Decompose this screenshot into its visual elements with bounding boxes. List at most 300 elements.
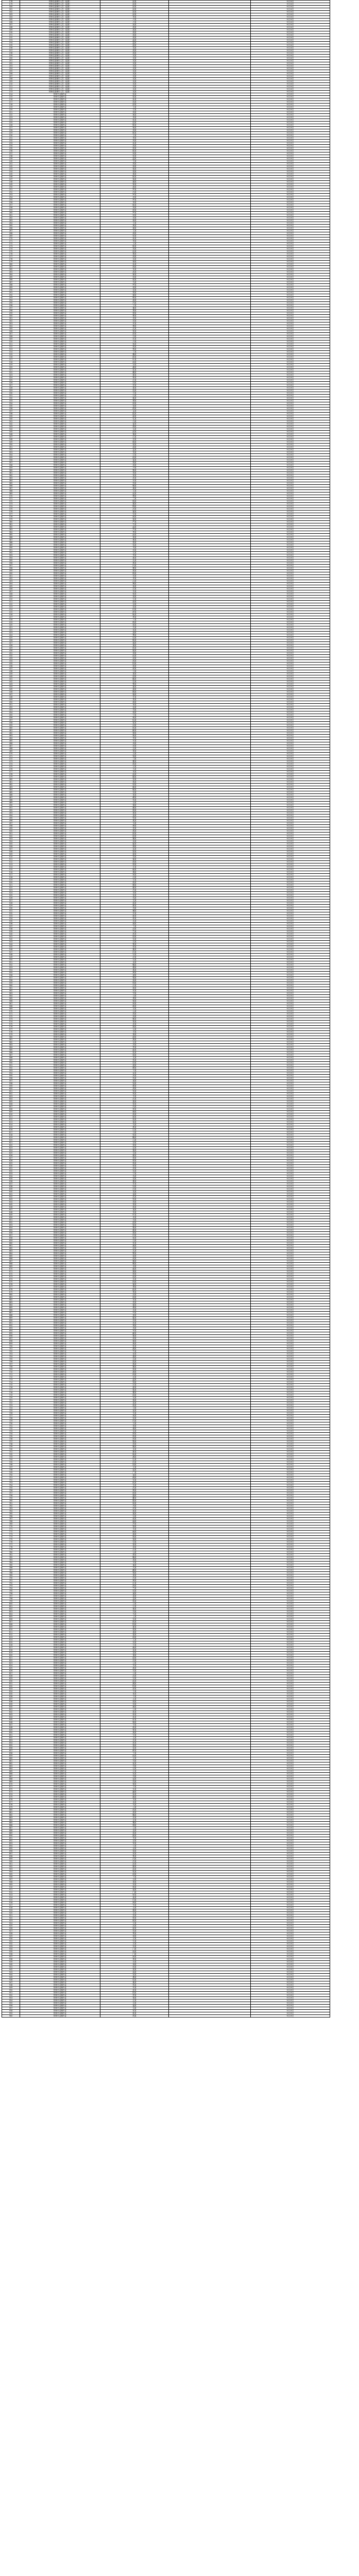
row-number-cell: 844	[2, 1716, 20, 1719]
item-name-cell: 特种作业操作证	[20, 1556, 100, 1559]
person-name-cell: 利某	[100, 1489, 169, 1492]
item-name-cell: 特种作业操作证	[20, 415, 100, 418]
item-name-cell: 特种作业操作证	[20, 1121, 100, 1124]
item-name-cell: 特种作业操作证	[20, 959, 100, 961]
row-number-cell: 592	[2, 1067, 20, 1070]
item-name-cell: 特种作业操作证	[20, 639, 100, 642]
item-name-cell: 特种作业操作证	[20, 1572, 100, 1574]
row-number-cell: 324	[2, 377, 20, 379]
item-name-cell: 特种作业操作证	[20, 1484, 100, 1487]
item-name-cell: 特种作业操作证	[20, 1598, 100, 1600]
person-name-cell: 籍某	[100, 1260, 169, 1263]
item-name-cell: 特种作业操作证	[20, 732, 100, 735]
row-number-cell: 202	[2, 62, 20, 65]
item-name-cell: 特种作业操作证	[20, 511, 100, 513]
person-name-cell: 壤某	[100, 1822, 169, 1824]
row-number-cell: 717	[2, 1389, 20, 1392]
date-cell: 9月25日	[251, 1881, 330, 1884]
row-number-cell: 945	[2, 1976, 20, 1979]
person-name-cell: 阳某	[100, 1685, 169, 1688]
person-name-cell: 湛某	[100, 1036, 169, 1039]
item-name-cell: 特种作业操作证	[20, 1495, 100, 1497]
date-cell: 9月25日	[251, 1572, 330, 1574]
person-name-cell: 贲某	[100, 1075, 169, 1077]
date-cell: 9月25日	[251, 1131, 330, 1134]
item-name-cell: 特种作业操作证	[20, 387, 100, 389]
item-name-cell: 特种作业操作证	[20, 1544, 100, 1546]
person-name-cell: 钮某	[100, 1082, 169, 1085]
date-cell: 9月25日	[251, 1477, 330, 1479]
person-name-cell: 秋某	[100, 1162, 169, 1165]
row-number-cell: 939	[2, 1961, 20, 1963]
row-number-cell: 610	[2, 1113, 20, 1116]
person-name-cell: 路某	[100, 621, 169, 624]
person-name-cell: 全某	[100, 1152, 169, 1155]
item-name-cell: 特种作业操作证	[20, 119, 100, 122]
person-name-cell: 汤某	[100, 464, 169, 467]
person-name-cell: 刘某	[100, 1201, 169, 1204]
item-name-cell: 特种作业操作证	[20, 887, 100, 889]
row-number-cell: 384	[2, 531, 20, 534]
item-name-cell: 特种作业操作证	[20, 1765, 100, 1768]
person-name-cell: 蒋某	[100, 343, 169, 346]
date-cell: 9月25日	[251, 1981, 330, 1984]
date-cell: 9月25日	[251, 670, 330, 673]
date-cell: 9月25日	[251, 312, 330, 315]
date-cell: 9月25日	[251, 163, 330, 165]
date-cell: 9月25日	[251, 449, 330, 451]
row-number-cell: 256	[2, 201, 20, 204]
person-name-cell: 赏某	[100, 1969, 169, 1971]
person-name-cell: 耿某	[100, 1453, 169, 1456]
item-name-cell: 特种作业操作证	[20, 98, 100, 101]
row-number-cell: 702	[2, 1350, 20, 1353]
person-name-cell: 羊某	[100, 1904, 169, 1907]
item-name-cell: 特种作业操作证	[20, 168, 100, 171]
person-name-cell: 邴某	[100, 1116, 169, 1118]
row-number-cell: 395	[2, 560, 20, 562]
item-name-cell: 特种作业操作证	[20, 534, 100, 536]
row-number-cell: 483	[2, 786, 20, 789]
date-cell: 9月25日	[251, 1224, 330, 1227]
date-cell: 9月25日	[251, 1513, 330, 1515]
date-cell: 9月25日	[251, 1082, 330, 1085]
item-name-cell: 特种作业操作证	[20, 201, 100, 204]
item-name-cell: 特种作业操作证	[20, 361, 100, 364]
item-name-cell: 特种作业操作证	[20, 717, 100, 719]
date-cell: 9月25日	[251, 1376, 330, 1379]
row-number-cell: 259	[2, 209, 20, 212]
date-cell: 9月25日	[251, 1155, 330, 1157]
date-cell: 9月25日	[251, 1353, 330, 1355]
date-cell: 9月25日	[251, 1886, 330, 1889]
item-name-cell: 特种作业操作证	[20, 1920, 100, 1922]
row-number-cell: 766	[2, 1515, 20, 1518]
item-name-cell: 特种作业操作证	[20, 353, 100, 356]
item-name-cell: 特种作业操作证	[20, 1871, 100, 1873]
date-cell: 9月25日	[251, 529, 330, 531]
item-name-cell: 特种作业操作证	[20, 1059, 100, 1062]
date-cell: 9月25日	[251, 1291, 330, 1294]
item-name-cell: 特种作业操作证	[20, 925, 100, 928]
date-cell: 9月25日	[251, 1840, 330, 1842]
row-number-cell: 474	[2, 763, 20, 766]
row-number-cell: 196	[2, 47, 20, 49]
person-name-cell: 人某	[100, 1639, 169, 1641]
item-name-cell: 特种作业操作证	[20, 1902, 100, 1904]
row-number-cell: 453	[2, 709, 20, 711]
person-name-cell: 乐某	[100, 920, 169, 923]
item-name-cell: 特种作业操作证	[20, 1157, 100, 1160]
date-cell: 9月25日	[251, 1464, 330, 1466]
person-name-cell: 吴某	[100, 57, 169, 60]
person-name-cell: 解某	[100, 730, 169, 732]
date-cell: 9月25日	[251, 856, 330, 858]
item-name-cell: 特种作业操作证	[20, 1039, 100, 1041]
item-name-cell: 特种作业操作证	[20, 876, 100, 879]
date-cell: 9月25日	[251, 1701, 330, 1703]
item-name-cell: 特种作业操作证	[20, 230, 100, 232]
item-name-cell: 特种作业操作证	[20, 101, 100, 104]
item-name-cell: 特种作业操作证	[20, 1443, 100, 1446]
row-number-cell: 567	[2, 1003, 20, 1005]
date-cell: 9月25日	[251, 1204, 330, 1206]
person-name-cell: 姓某	[100, 2012, 169, 2015]
row-number-cell: 407	[2, 590, 20, 593]
row-number-cell: 377	[2, 513, 20, 516]
person-name-cell: 苏某	[100, 338, 169, 341]
row-number-cell: 431	[2, 652, 20, 655]
item-name-cell: 特种作业操作证	[20, 369, 100, 371]
person-name-cell: 黄某	[100, 173, 169, 176]
date-cell: 9月25日	[251, 420, 330, 423]
row-number-cell: 669	[2, 1265, 20, 1268]
row-number-cell: 617	[2, 1131, 20, 1134]
item-name-cell: 特种作业操作证	[20, 1582, 100, 1585]
item-name-cell: 特种作业操作证	[20, 727, 100, 730]
item-name-cell: 特种作业操作证	[20, 351, 100, 353]
row-number-cell: 586	[2, 1052, 20, 1054]
person-name-cell: 夏某	[100, 1626, 169, 1629]
row-number-cell: 275	[2, 250, 20, 253]
person-name-cell: 裘某	[100, 1064, 169, 1067]
date-cell: 9月25日	[251, 199, 330, 201]
person-name-cell: 郁某	[100, 858, 169, 861]
person-name-cell: 空某	[100, 1768, 169, 1770]
person-name-cell: 郁某	[100, 1283, 169, 1286]
row-number-cell: 863	[2, 1765, 20, 1768]
row-number-cell: 229	[2, 132, 20, 134]
person-name-cell: 刘某	[100, 129, 169, 132]
row-number-cell: 847	[2, 1724, 20, 1726]
person-name-cell: 冉某	[100, 1327, 169, 1330]
item-name-cell: 特种作业操作证	[20, 745, 100, 748]
item-name-cell: 特种作业操作证	[20, 856, 100, 858]
row-number-cell: 269	[2, 235, 20, 238]
item-name-cell: 特种作业操作证	[20, 1098, 100, 1100]
date-cell: 9月25日	[251, 1930, 330, 1933]
date-cell: 9月25日	[251, 1471, 330, 1474]
row-number-cell: 660	[2, 1242, 20, 1245]
item-name-cell: 特种作业操作证	[20, 529, 100, 531]
row-number-cell: 411	[2, 601, 20, 603]
row-number-cell: 771	[2, 1528, 20, 1531]
date-cell: 9月25日	[251, 1075, 330, 1077]
date-cell: 9月25日	[251, 1657, 330, 1659]
item-name-cell: 特种设备操作人员（起重）	[20, 34, 100, 37]
person-name-cell: 齐某	[100, 578, 169, 580]
date-cell: 9月25日	[251, 459, 330, 462]
row-number-cell: 784	[2, 1562, 20, 1564]
date-cell: 9月25日	[251, 892, 330, 894]
row-number-cell: 763	[2, 1507, 20, 1510]
date-cell: 9月24日	[251, 73, 330, 75]
date-cell: 9月25日	[251, 222, 330, 225]
item-name-cell: 特种作业操作证	[20, 395, 100, 397]
item-name-cell: 特种作业操作证	[20, 1762, 100, 1765]
item-name-cell: 特种作业操作证	[20, 1350, 100, 1353]
row-number-cell: 718	[2, 1392, 20, 1394]
item-name-cell: 特种作业操作证	[20, 964, 100, 967]
row-number-cell: 938	[2, 1958, 20, 1961]
row-number-cell: 508	[2, 851, 20, 853]
row-number-cell: 447	[2, 693, 20, 696]
date-cell: 9月25日	[251, 1095, 330, 1098]
date-cell: 9月25日	[251, 1706, 330, 1708]
row-number-cell: 214	[2, 93, 20, 96]
person-name-cell: 五某	[100, 1999, 169, 2002]
date-cell: 9月25日	[251, 1711, 330, 1714]
person-name-cell: 毋某	[100, 1546, 169, 1549]
person-name-cell: 金某	[100, 410, 169, 413]
person-name-cell: 仉某	[100, 1781, 169, 1783]
item-name-cell: 特种设备操作人员（起重）	[20, 49, 100, 52]
row-number-cell: 757	[2, 1492, 20, 1495]
row-number-cell: 758	[2, 1495, 20, 1497]
row-number-cell: 556	[2, 974, 20, 977]
person-name-cell: 沃某	[100, 1487, 169, 1489]
item-name-cell: 特种作业操作证	[20, 1206, 100, 1209]
date-cell: 9月25日	[251, 1902, 330, 1904]
person-name-cell: 丘某	[100, 1938, 169, 1940]
person-name-cell: 窦某	[100, 874, 169, 876]
person-name-cell: 罗某	[100, 199, 169, 201]
item-name-cell: 特种作业操作证	[20, 1933, 100, 1935]
date-cell: 9月25日	[251, 281, 330, 284]
item-name-cell: 特种作业操作证	[20, 526, 100, 529]
person-name-cell: 迟某	[100, 1659, 169, 1662]
item-name-cell: 特种作业操作证	[20, 1173, 100, 1175]
row-number-cell: 446	[2, 691, 20, 693]
item-name-cell: 特种作业操作证	[20, 413, 100, 415]
item-name-cell: 特种设备操作人员（起重）	[20, 44, 100, 47]
row-number-cell: 512	[2, 861, 20, 863]
row-number-cell: 364	[2, 480, 20, 482]
person-name-cell: 乔某	[100, 480, 169, 482]
date-cell: 9月25日	[251, 863, 330, 866]
item-name-cell: 特种作业操作证	[20, 1855, 100, 1858]
item-name-cell: 特种作业操作证	[20, 838, 100, 840]
date-cell: 9月25日	[251, 1629, 330, 1631]
row-number-cell: 935	[2, 1951, 20, 1953]
person-name-cell: 时某	[100, 608, 169, 611]
row-number-cell: 838	[2, 1701, 20, 1703]
item-name-cell: 特种作业操作证	[20, 1953, 100, 1956]
person-name-cell: 聂某	[100, 557, 169, 560]
date-cell: 9月25日	[251, 274, 330, 276]
item-name-cell: 特种作业操作证	[20, 1412, 100, 1415]
date-cell: 9月25日	[251, 902, 330, 905]
person-name-cell: 戚某	[100, 763, 169, 766]
date-cell: 9月25日	[251, 1497, 330, 1500]
person-name-cell: 饶某	[100, 755, 169, 758]
row-number-cell: 896	[2, 1850, 20, 1853]
person-name-cell: 晋某	[100, 1853, 169, 1855]
date-cell: 9月25日	[251, 477, 330, 480]
item-name-cell: 特种作业操作证	[20, 1773, 100, 1775]
person-name-cell: 赫某	[100, 1647, 169, 1649]
item-name-cell: 特种作业操作证	[20, 93, 100, 96]
item-name-cell: 特种作业操作证	[20, 1608, 100, 1611]
person-name-cell: 钟某	[100, 377, 169, 379]
person-name-cell: 夹某	[100, 1837, 169, 1840]
item-name-cell: 特种作业操作证	[20, 1688, 100, 1690]
row-number-cell: 679	[2, 1291, 20, 1294]
date-cell: 9月25日	[251, 985, 330, 987]
date-cell: 9月25日	[251, 1616, 330, 1618]
person-name-cell: 秦某	[100, 433, 169, 436]
item-name-cell: 特种作业操作证	[20, 1420, 100, 1422]
person-name-cell: 李某	[100, 201, 169, 204]
row-number-cell: 414	[2, 608, 20, 611]
person-name-cell: 申某	[100, 549, 169, 552]
item-name-cell: 特种作业操作证	[20, 626, 100, 629]
date-cell: 9月25日	[251, 1662, 330, 1665]
date-cell: 9月25日	[251, 1355, 330, 1358]
row-number-cell: 348	[2, 438, 20, 441]
person-name-cell: 刘某	[100, 111, 169, 114]
row-number-cell: 184	[2, 16, 20, 19]
person-name-cell: 单某	[100, 704, 169, 706]
row-number-cell: 268	[2, 232, 20, 235]
person-name-cell: 钦某	[100, 1871, 169, 1873]
person-name-cell: 涂某	[100, 1868, 169, 1871]
date-cell: 9月25日	[251, 1842, 330, 1845]
date-cell: 9月25日	[251, 1837, 330, 1840]
date-cell: 9月25日	[251, 995, 330, 997]
item-name-cell: 特种作业操作证	[20, 722, 100, 724]
row-number-cell: 243	[2, 168, 20, 171]
person-name-cell: 司某	[100, 1765, 169, 1768]
item-name-cell: 特种作业操作证	[20, 977, 100, 979]
date-cell: 9月25日	[251, 1332, 330, 1335]
date-cell: 9月25日	[251, 1111, 330, 1113]
row-number-cell: 612	[2, 1118, 20, 1121]
row-number-cell: 919	[2, 1909, 20, 1912]
date-cell: 9月25日	[251, 657, 330, 660]
item-name-cell: 特种作业操作证	[20, 946, 100, 948]
row-number-cell: 912	[2, 1891, 20, 1894]
person-name-cell: 王某	[100, 230, 169, 232]
person-name-cell: 刘某	[100, 248, 169, 250]
date-cell: 9月25日	[251, 606, 330, 608]
item-name-cell: 特种作业操作证	[20, 436, 100, 438]
item-name-cell: 特种作业操作证	[20, 408, 100, 410]
date-cell: 9月25日	[251, 511, 330, 513]
person-name-cell: 乌某	[100, 1124, 169, 1126]
person-name-cell: 冷某	[100, 1523, 169, 1526]
date-cell: 9月25日	[251, 632, 330, 634]
person-name-cell: 景某	[100, 699, 169, 701]
item-name-cell: 特种设备操作人员（起重）	[20, 29, 100, 31]
item-name-cell: 特种作业操作证	[20, 995, 100, 997]
date-cell: 9月25日	[251, 271, 330, 274]
item-name-cell: 特种作业操作证	[20, 441, 100, 444]
person-name-cell: 奚某	[100, 820, 169, 822]
date-cell: 9月25日	[251, 1193, 330, 1196]
date-cell: 9月25日	[251, 997, 330, 1000]
person-name-cell: 梁某	[100, 1935, 169, 1938]
item-name-cell: 特种作业操作证	[20, 1835, 100, 1837]
item-name-cell: 特种作业操作证	[20, 1258, 100, 1260]
row-number-cell: 178	[2, 1, 20, 3]
item-name-cell: 特种作业操作证	[20, 1515, 100, 1518]
person-name-cell: 韦某	[100, 547, 169, 549]
person-name-cell: 鲁某	[100, 539, 169, 541]
person-name-cell: 百某	[100, 2007, 169, 2010]
person-name-cell: 官某	[100, 938, 169, 941]
date-cell: 9月25日	[251, 565, 330, 567]
item-name-cell: 特种作业操作证	[20, 1111, 100, 1113]
person-name-cell: 甫某	[100, 1654, 169, 1657]
person-name-cell: 汝某	[100, 1863, 169, 1866]
person-name-cell: 尤某	[100, 552, 169, 554]
person-name-cell: 关某	[100, 626, 169, 629]
row-number-cell: 430	[2, 650, 20, 652]
person-name-cell: 左某	[100, 1940, 169, 1943]
date-cell: 9月25日	[251, 1139, 330, 1142]
item-name-cell: 特种作业操作证	[20, 1690, 100, 1693]
person-name-cell: 蒲某	[100, 1245, 169, 1247]
date-cell: 9月25日	[251, 1951, 330, 1953]
item-name-cell: 特种作业操作证	[20, 477, 100, 480]
item-name-cell: 特种作业操作证	[20, 127, 100, 129]
row-number-cell: 802	[2, 1608, 20, 1611]
row-number-cell: 435	[2, 663, 20, 665]
person-name-cell: 龙某	[100, 1211, 169, 1214]
date-cell: 9月24日	[251, 34, 330, 37]
item-name-cell: 特种作业操作证	[20, 1886, 100, 1889]
row-number-cell: 631	[2, 1167, 20, 1170]
item-name-cell: 特种作业操作证	[20, 1317, 100, 1319]
date-cell: 9月25日	[251, 704, 330, 706]
row-number-cell: 235	[2, 147, 20, 150]
row-number-cell: 503	[2, 838, 20, 840]
date-cell: 9月25日	[251, 1482, 330, 1484]
date-cell: 9月24日	[251, 3, 330, 6]
item-name-cell: 特种作业操作证	[20, 132, 100, 134]
person-name-cell: 范某	[100, 389, 169, 392]
date-cell: 9月25日	[251, 1185, 330, 1188]
row-number-cell: 652	[2, 1222, 20, 1224]
person-name-cell: 商某	[100, 861, 169, 863]
item-name-cell: 特种作业操作证	[20, 1196, 100, 1198]
row-number-cell: 179	[2, 3, 20, 6]
row-number-cell: 761	[2, 1502, 20, 1505]
row-number-cell: 537	[2, 925, 20, 928]
date-cell: 9月25日	[251, 1518, 330, 1520]
person-name-cell: 门某	[100, 1948, 169, 1951]
